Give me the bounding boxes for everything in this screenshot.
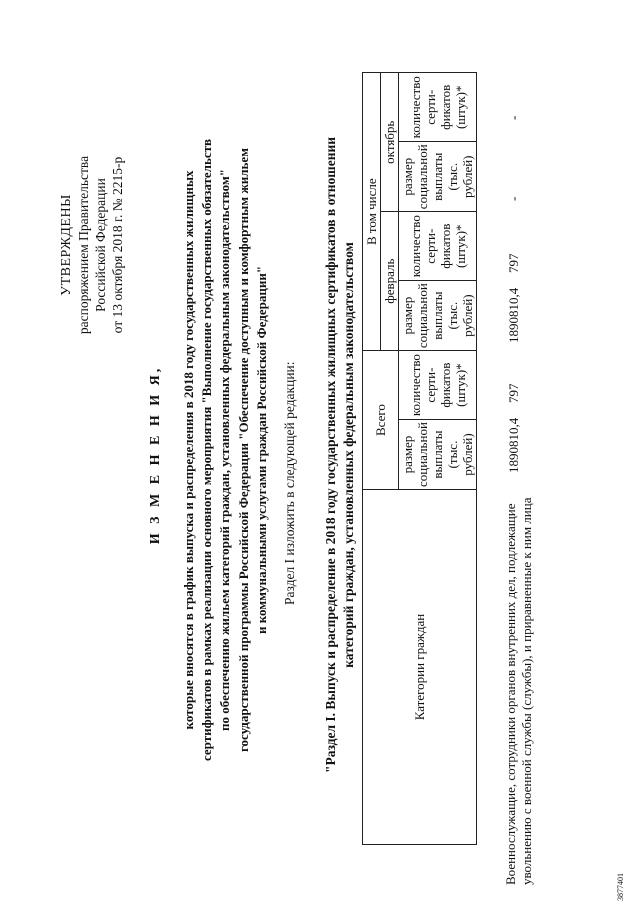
document-intro bbox=[180, 50, 271, 850]
cell-feb-count: 797 bbox=[506, 253, 521, 273]
approval-line: распоряжением Правительства bbox=[76, 155, 91, 335]
header-total: Всего bbox=[363, 351, 399, 490]
header-february: февраль bbox=[381, 212, 399, 351]
approval-block bbox=[58, 105, 126, 385]
header-certificate-count: количество серти-фикатов (штук)* bbox=[399, 351, 477, 420]
section-title bbox=[322, 75, 358, 835]
section-title-line: категорий граждан, установленных федеральным законодательством bbox=[341, 242, 356, 668]
header-in-that-number: В том числе bbox=[363, 73, 381, 351]
approval-line: Российской Федерации bbox=[93, 178, 108, 312]
instruction-text: Раздел I изложить в следующей редакции: bbox=[282, 361, 297, 605]
header-payment-size: размер социальной выплаты (тыс. рублей) bbox=[399, 142, 477, 212]
header-october: октябрь bbox=[381, 73, 399, 212]
intro-line: по обеспечению жильем категорий граждан, установленных федеральным законодательством" bbox=[217, 169, 233, 731]
intro-line: государственной программы Российской Федерации "Обеспечение доступным и комфортным жильем bbox=[235, 147, 251, 753]
approval-date-number: от 13 октября 2018 г. № 2215-р bbox=[110, 156, 125, 334]
header-payment-size: размер социальной выплаты (тыс. рублей) bbox=[399, 281, 477, 351]
intro-line: сертификатов в рамках реализации основного мероприятия "Выполнение государственных обязательств bbox=[199, 139, 215, 762]
cell-oct-payment: - bbox=[506, 196, 521, 201]
approval-title: УТВЕРЖДЕНЫ bbox=[59, 194, 74, 296]
row-category-label: Военнослужащие, сотрудники органов внутренних дел, подлежащие увольнению с военной службы (службы), и приравненные к ним лица bbox=[503, 497, 534, 885]
cell-oct-count: - bbox=[506, 115, 521, 120]
distribution-table bbox=[362, 72, 477, 845]
section-title-line: "Раздел I. Выпуск и распределение в 2018 году государственных жилищных сертификатов в отношении bbox=[323, 136, 338, 774]
cell-total-count: 797 bbox=[506, 383, 521, 403]
intro-line: и коммунальными услугами граждан Российской Федерации" bbox=[253, 265, 269, 635]
intro-line: которые вносятся в график выпуска и распределения в 2018 году государственных жилищных bbox=[181, 170, 196, 730]
header-certificate-count: количество серти-фикатов (штук)* bbox=[399, 73, 477, 142]
header-category: Категории граждан bbox=[363, 490, 477, 845]
cell-total-payment: 1890810,4 bbox=[506, 417, 521, 473]
document-title: И З М Е Н Е Н И Я, bbox=[148, 365, 163, 545]
header-certificate-count: количество серти-фикатов (штук)* bbox=[399, 212, 477, 281]
footer-code: 3877401 bbox=[616, 873, 625, 901]
cell-feb-payment: 1890810,4 bbox=[506, 287, 521, 343]
header-payment-size: размер социальной выплаты (тыс. рублей) bbox=[399, 420, 477, 490]
